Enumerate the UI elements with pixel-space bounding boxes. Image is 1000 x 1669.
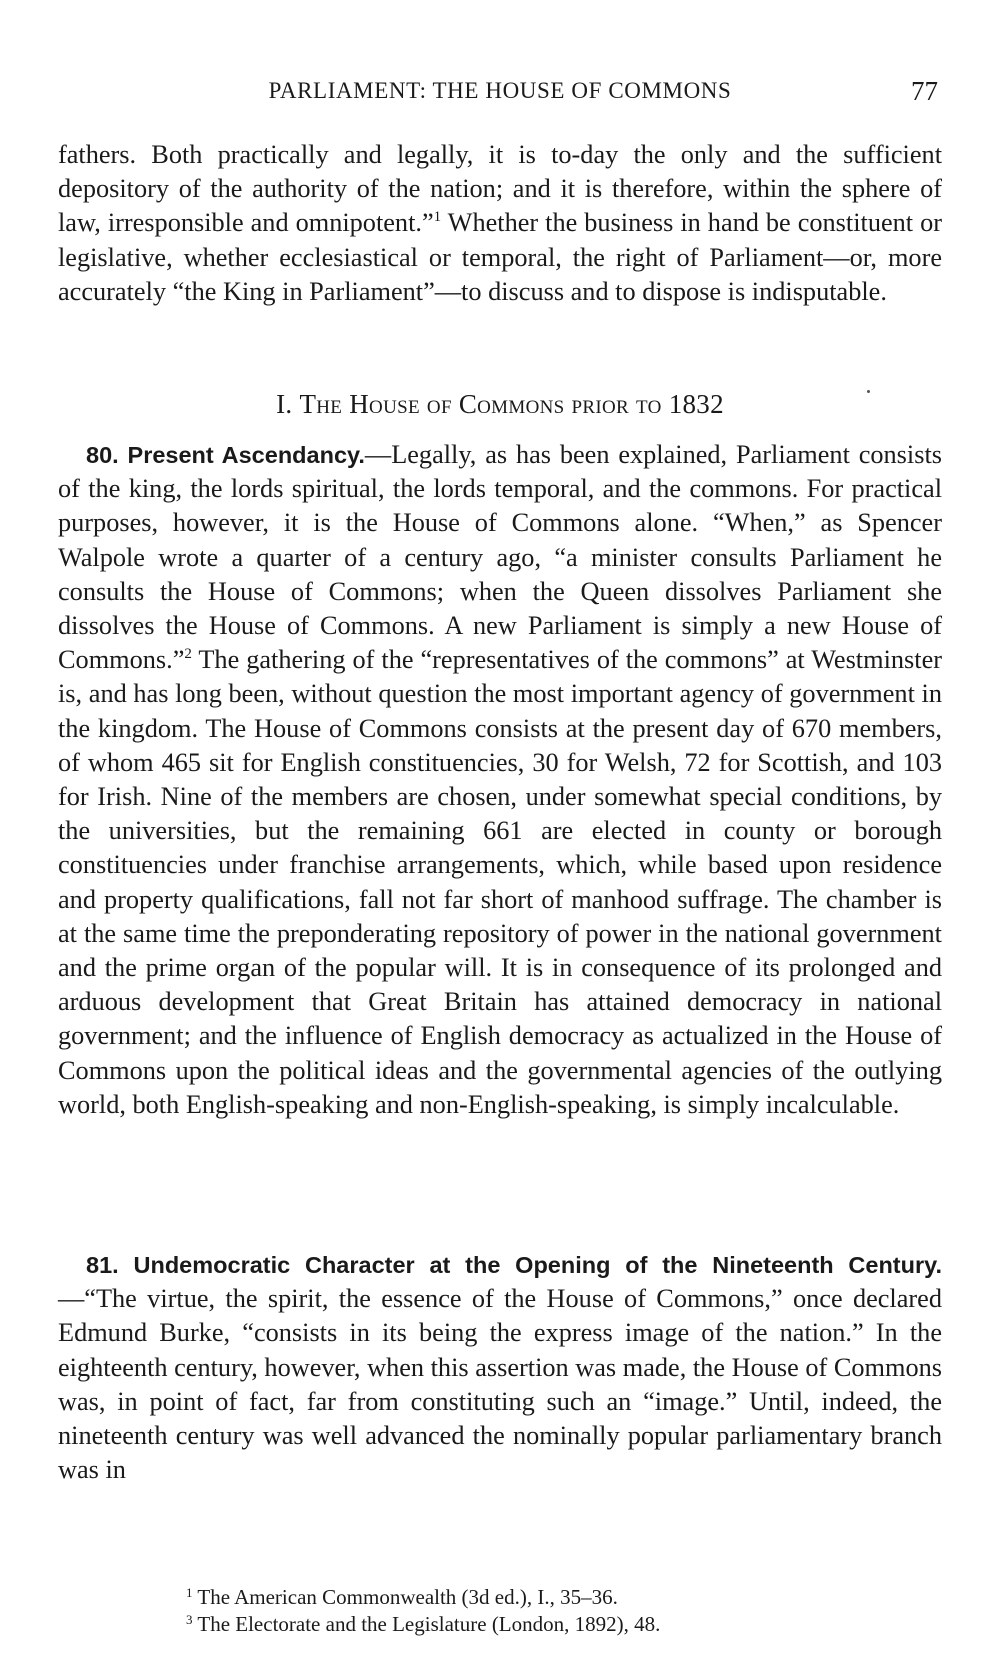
footnote-1 [186, 1584, 660, 1611]
running-title: PARLIAMENT: THE HOUSE OF COMMONS [268, 78, 732, 103]
section-80-text-part-1: —Legally, as has been explained, Parliament consists of the king, the lords spiritual, the lords temporal, and the commons. For practical purposes, however, it is the House of Commons alone. “When,” as Spencer Walpole wrote a quarter of a century ago, “a minister consults Parliament he consults the House of Commons; when the Queen dissolves Parliament she dissolves the House of Commons. A new Parliament is simply a new House of Commons.” [58, 440, 942, 675]
section-81-title: Undemocratic Character at the Opening of the Nineteenth Century. [133, 1252, 942, 1278]
footnote-ref-1: 1 [433, 209, 442, 226]
footnote-1-marker: 1 [186, 1585, 193, 1600]
section-year: 1832 [668, 389, 724, 419]
section-numeral: I. [276, 389, 293, 419]
running-head [58, 76, 942, 110]
footnote-ref-2: 2 [184, 646, 192, 663]
opening-text-part-1: fathers. Both practically and legally, it is to-day the only and the sufficient depository of the authority of the nation; and it is therefore, within the sphere of law, irresponsible and omnipotent.” [58, 140, 942, 238]
opening-text-part-2: Whether the business in hand be constituent or legislative, whether ecclesiastical or temporal, the right of Parliament—or, more accurately “the King in Parliament”—to discuss and to dispose is indisputable. [58, 208, 942, 306]
section-80-text-part-2: The gathering of the “representatives of the commons” at Westminster is, and has long been, without question the most important agency of government in the kingdom. The House of Commons consists at the present day of 670 members, of whom 465 sit for English constituencies, 30 for Welsh, 72 for Scottish, and 103 for Irish. Nine of the members are chosen, under somewhat special conditions, by the universities, but the remaining 661 are elected in county or borough constituencies under franchise arrangements, which, while based upon residence and property qualifications, fall not far short of manhood suffrage. The chamber is at the same time the preponderating repository of power in the national government and the prime organ of the popular will. It is in consequence of its prolonged and arduous development that Great Britain has attained democracy in national government; and the influence of English democracy as actualized in the House of Commons upon the political ideas and the governmental agencies of the outlying world, both English-speaking and non-English-speaking, is simply incalculable. [58, 645, 942, 1119]
footnote-2-marker: 3 [186, 1612, 193, 1627]
section-81-text: —“The virtue, the spirit, the essence of the House of Commons,” once declared Edmund Burke, “consists in its being the express image of the nation.” In the eighteenth century, however, when this assertion was made, the House of Commons was, in point of fact, far from constituting such an “image.” Until, indeed, the nineteenth century was well advanced the nominally popular parliamentary branch was in [58, 1284, 942, 1485]
page-number: 77 [911, 76, 938, 106]
opening-paragraph [58, 138, 942, 309]
footnote-2-text: The Electorate and the Legislature (London, 1892), 48. [197, 1612, 661, 1636]
section-title: The House of Commons prior to [299, 389, 662, 419]
section-80-number: 80. [86, 442, 119, 468]
paragraph-80 [58, 438, 942, 1122]
paragraph-81 [58, 1248, 942, 1487]
section-80-title: Present Ascendancy. [127, 442, 365, 468]
footnote-2 [186, 1611, 660, 1638]
footnotes [186, 1584, 660, 1638]
section-heading [58, 389, 942, 420]
footnote-1-text: The American Commonwealth (3d ed.), I., 35–36. [197, 1585, 618, 1609]
section-81-number: 81. [86, 1252, 119, 1278]
